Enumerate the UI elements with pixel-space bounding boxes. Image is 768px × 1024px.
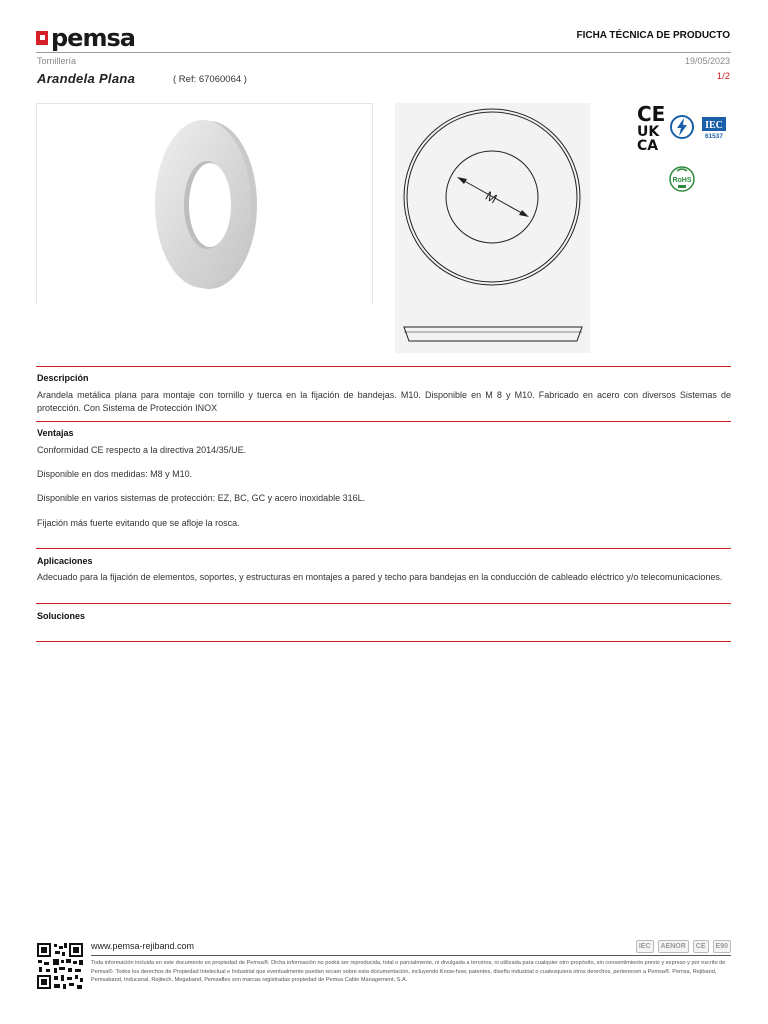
ventajas-item: Disponible en varios sistemas de protección: EZ, BC, GC y acero inoxidable 316L. xyxy=(37,493,366,503)
ventajas-item: Fijación más fuerte evitando que se afloje la rosca. xyxy=(37,518,240,528)
section-divider xyxy=(36,366,731,367)
svg-text:IEC: IEC xyxy=(705,120,723,131)
footer-certifications xyxy=(636,940,731,953)
footer-aenor-mark: AENOR xyxy=(658,940,689,953)
brand-name: pemsa xyxy=(51,24,135,52)
document-date: 19/05/2023 xyxy=(684,56,730,66)
svg-text:CE: CE xyxy=(637,102,665,126)
product-category: Tornillería xyxy=(37,56,77,66)
section-divider xyxy=(36,548,731,549)
drawing-dimension-label: M xyxy=(482,187,500,207)
descripcion-text: Arandela metálica plana para montaje con tornillo y tuerca en la fijación de bandejas. M10. Disponible en M 8 y M10. Fabricado en acero con diversos Sistemas de protección. Con Sistema de Protección INOX xyxy=(37,390,731,413)
legal-notice: Toda información incluida en este documento es propiedad de Pemsa®. Dicha información no podrá ser reproducida, total o parcialmente, ni divulgada a terceros, ni utilizada para cualquier otro propósito, sin consentimiento previo y expreso y por escrito de Pemsa®. Todos los derechos de Propiedad Intelectual e Industrial que eventualmente puedan recaer sobre esta documentación, incluyendo Know-how, patentes, diseño industrial o cualesquiera otros derechos, pertenecen a Pemsa®. Pemsa, Rejiband, Pemsaband, Inducanal, Rejitech, Megaband, Pemsaflex son marcas registradas propiedad de Pemsa Cable Management, S.A. xyxy=(91,960,726,983)
ventajas-title: Ventajas xyxy=(37,428,74,438)
technical-drawing xyxy=(395,103,590,353)
iec-61537-icon xyxy=(702,117,726,139)
qr-code-icon xyxy=(36,942,84,990)
washer-drawing-icon xyxy=(395,103,590,353)
electrical-safety-icon xyxy=(669,114,695,140)
svg-text:CA: CA xyxy=(637,138,659,150)
rohs-icon xyxy=(668,165,696,193)
product-photo xyxy=(36,103,373,305)
header-divider xyxy=(36,52,731,53)
section-divider xyxy=(36,603,731,604)
ventajas-item: Disponible en dos medidas: M8 y M10. xyxy=(37,469,193,479)
footer-iec-mark: IEC xyxy=(636,940,654,953)
website-link[interactable]: www.pemsa-rejiband.com xyxy=(91,941,195,951)
brand-logo xyxy=(36,24,135,52)
svg-text:61537: 61537 xyxy=(704,133,724,139)
footer-divider xyxy=(91,955,731,956)
soluciones-title: Soluciones xyxy=(37,611,86,621)
ventajas-item: Conformidad CE respecto a la directiva 2014/35/UE. xyxy=(37,445,247,455)
product-reference: ( Ref: 67060064 ) xyxy=(173,74,247,85)
section-divider xyxy=(36,421,731,422)
page-number: 1/2 xyxy=(716,71,730,82)
footer-ce-mark: CE xyxy=(693,940,709,953)
document-type: FICHA TÉCNICA DE PRODUCTO xyxy=(576,30,730,41)
ce-ukca-mark-icon xyxy=(637,102,665,150)
washer-photo-icon xyxy=(37,104,374,306)
section-divider xyxy=(36,641,731,642)
footer-e90-mark: E90 xyxy=(713,940,731,953)
svg-text:UK: UK xyxy=(637,124,660,140)
svg-text:RoHS: RoHS xyxy=(672,177,692,184)
aplicaciones-title: Aplicaciones xyxy=(37,556,93,566)
logo-mark-icon xyxy=(36,31,48,45)
aplicaciones-text: Adecuado para la fijación de elementos, soportes, y estructuras en montajes a pared y techo para bandejas en la conducción de cableado eléctrico y/o telecomunicaciones. xyxy=(37,572,723,582)
product-name: Arandela Plana xyxy=(37,71,136,86)
descripcion-title: Descripción xyxy=(37,373,89,383)
